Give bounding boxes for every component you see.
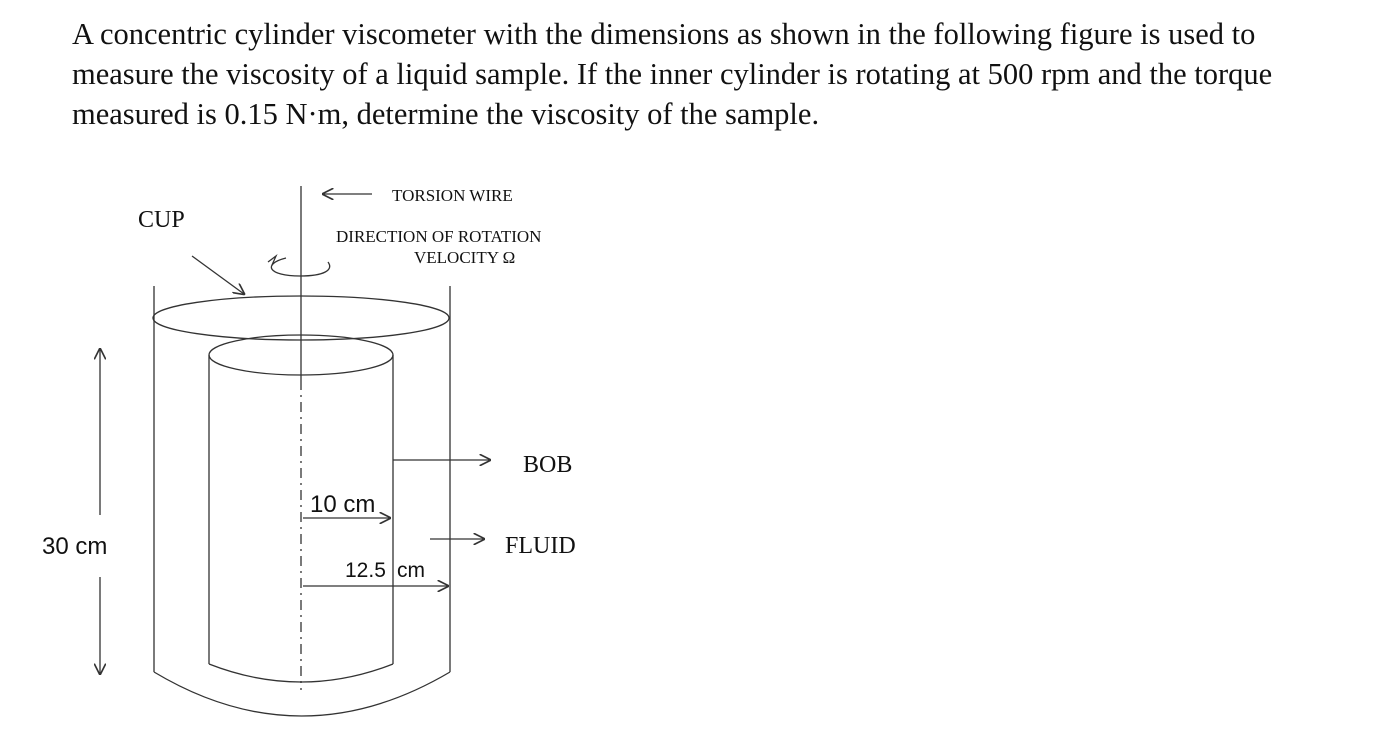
bob-radius-label: 10 cm [310,491,376,518]
cup-label: CUP [138,207,185,233]
torsion-wire-label: TORSION WIRE [392,186,513,205]
cup-radius-unit: cm [397,559,425,582]
rotation-label-line1: DIRECTION OF ROTATION [336,227,542,246]
rotation-arrow-head [268,256,276,265]
problem-line-2: measure the viscosity of a liquid sample. If the inner cylinder is rotating at 500 rpm and the torque [72,57,1273,91]
fluid-label: FLUID [505,533,576,559]
problem-line-3: measured is 0.15 N·m, determine the viscosity of the sample. [72,97,820,131]
cup-radius-value: 12.5 [345,559,386,582]
cup-pointer-arrow [192,256,244,294]
height-label: 30 cm [42,533,108,560]
problem-line-1: A concentric cylinder viscometer with the dimensions as shown in the following figure is used to [72,17,1256,51]
bob-label: BOB [523,452,573,478]
cup-bottom [154,672,450,716]
rotation-label-line2: VELOCITY Ω [414,248,516,267]
